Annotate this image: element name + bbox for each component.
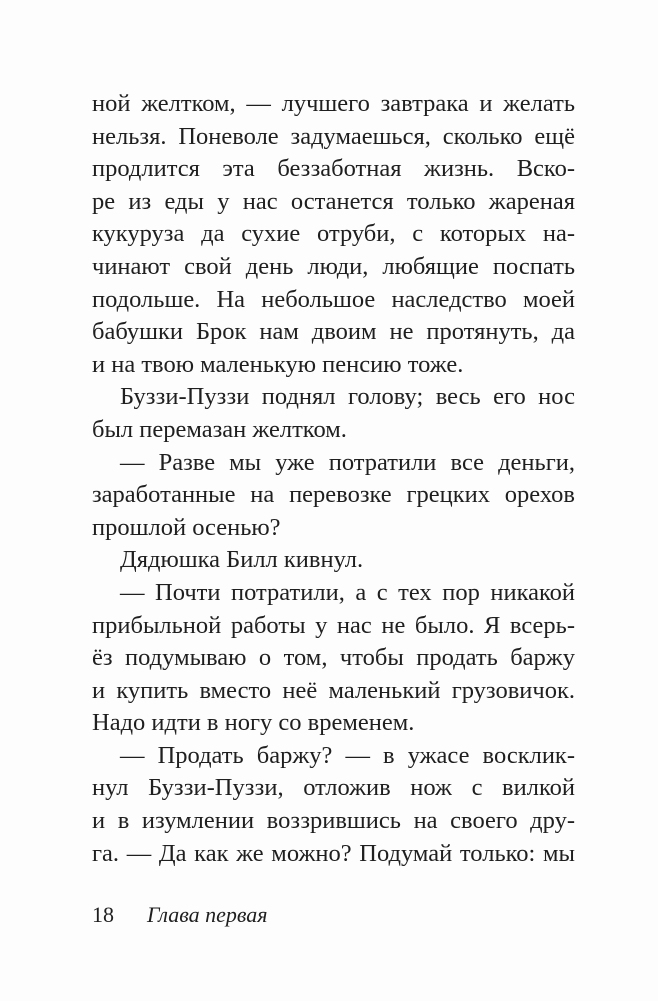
chapter-title: Глава первая bbox=[147, 902, 268, 927]
text-line: Дядюшка Билл кивнул. bbox=[120, 546, 364, 574]
text-line: заработанные на перевозке грецких орехов bbox=[92, 481, 575, 509]
text-line: Буззи-Пуззи поднял голову; весь его нос bbox=[120, 383, 575, 411]
text-line: бабушки Брок нам двоим не протянуть, да bbox=[92, 318, 575, 346]
text-line: чинают свой день люди, любящие поспать bbox=[92, 252, 575, 280]
text-line: и в изумлении воззрившись на своего дру- bbox=[92, 807, 575, 835]
text-line: — Почти потратили, а с тех пор никакой bbox=[120, 578, 575, 606]
text-line: ной желтком, — лучшего завтрака и желать bbox=[92, 90, 575, 117]
text-line: подольше. На небольшое наследство моей bbox=[92, 285, 575, 313]
text-line: га. — Да как же можно? Подумай только: мы bbox=[92, 839, 575, 867]
text-line: прибыльной работы у нас не было. Я всерь- bbox=[92, 611, 575, 639]
text-line: был перемазан желтком. bbox=[92, 415, 347, 443]
text-line: и купить вместо неё маленький грузовичок. bbox=[92, 676, 575, 704]
text-line: нул Буззи-Пуззи, отложив нож с вилкой bbox=[92, 774, 575, 802]
text-line: — Продать баржу? — в ужасе восклик- bbox=[120, 741, 575, 769]
text-line: ёз подумываю о том, чтобы продать баржу bbox=[92, 644, 575, 672]
page-footer bbox=[92, 902, 268, 928]
text-line: нельзя. Поневоле задумаешься, сколько ещё bbox=[92, 122, 575, 150]
text-line: кукуруза да сухие отруби, с которых на- bbox=[92, 220, 575, 248]
text-line: и на твою маленькую пенсию тоже. bbox=[92, 350, 464, 378]
text-line: ре из еды у нас останется только жареная bbox=[92, 187, 575, 215]
text-line: — Разве мы уже потратили все деньги, bbox=[120, 448, 575, 476]
text-line: прошлой осенью? bbox=[92, 513, 281, 541]
page-body bbox=[92, 88, 575, 870]
page-number: 18 bbox=[92, 902, 114, 927]
text-line: продлится эта беззаботная жизнь. Вско- bbox=[92, 155, 575, 183]
text-line: Надо идти в ногу со временем. bbox=[92, 709, 415, 737]
